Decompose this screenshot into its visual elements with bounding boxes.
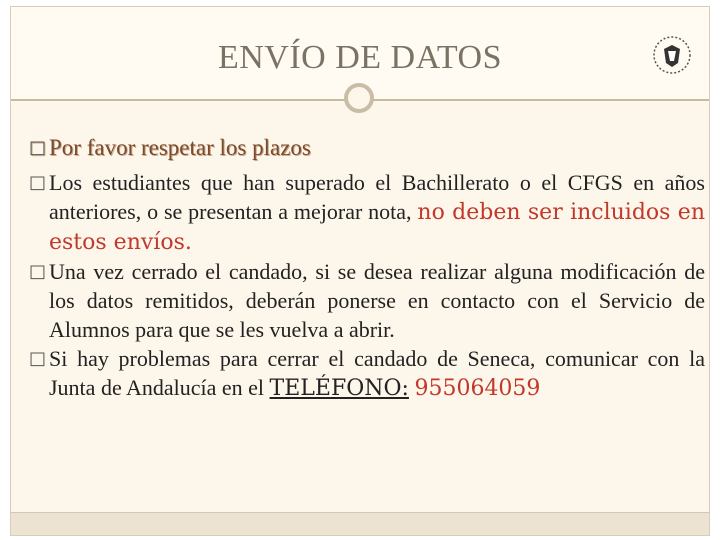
square-bullet-icon: □: [29, 261, 47, 282]
item-1-text: Los estudiantes que han superado el Bachillerato o el CFGS en años anteriores, o se presentan a mejorar nota,: [49, 170, 705, 224]
bottom-band: [11, 512, 709, 535]
heading-bullet: [29, 133, 705, 162]
square-bullet-icon: □: [29, 348, 47, 369]
slide: [10, 6, 710, 536]
university-crest-icon: [652, 35, 692, 75]
list-item-3: [29, 344, 705, 403]
square-bullet-icon: □: [29, 137, 47, 158]
list-item-1: [29, 168, 705, 257]
item-1-highlight: no deben ser incluidos en estos envíos.: [49, 200, 705, 255]
square-bullet-icon: □: [29, 172, 47, 193]
phone-label: TELÉFONO:: [269, 376, 409, 401]
phone-number: 955064059: [414, 376, 541, 401]
item-3-text: Si hay problemas para cerrar el candado de Seneca, comunicar con la Junta de Andalucía en el: [49, 346, 705, 400]
slide-title: ENVÍO DE DATOS: [217, 39, 503, 76]
ring-ornament-icon: [344, 83, 374, 113]
item-2-text: Una vez cerrado el candado, si se desea realizar alguna modificación de los datos remitidos, deberán ponerse en contacto con el Servicio de Alumnos para que se les vuelva a abrir.: [49, 259, 705, 342]
list-item-2: [29, 257, 705, 344]
slide-body: [29, 133, 705, 403]
heading-text: Por favor respetar los plazos: [49, 135, 311, 160]
